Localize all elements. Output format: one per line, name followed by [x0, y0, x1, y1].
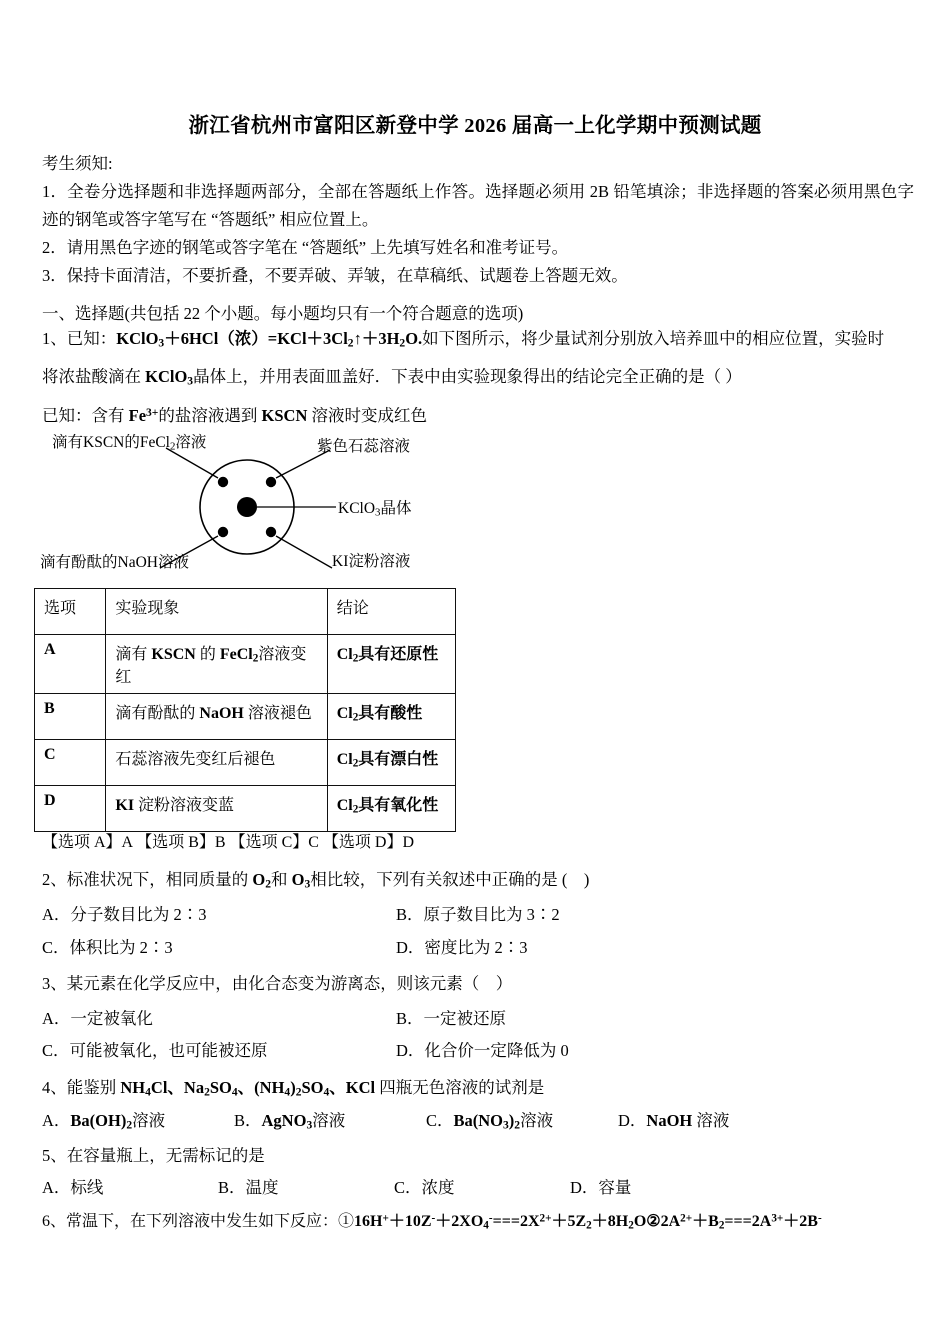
row-option: D [35, 786, 106, 832]
row-option: C [35, 740, 106, 786]
kclo3-crystal-dot [237, 497, 257, 517]
row-conclusion: $Cl_2$具有酸性 [327, 694, 455, 740]
row-conclusion: $Cl_2$具有漂白性 [327, 740, 455, 786]
droplet-bottom-right-dot [266, 527, 276, 537]
q4-option-b[interactable]: B．AgNO$_3$溶液 [234, 1111, 346, 1132]
q2-option-d[interactable]: D．密度比为 2∶3 [396, 938, 528, 957]
table-row [35, 786, 456, 832]
leader-bottom-right [276, 536, 332, 568]
table-header-row [35, 589, 456, 635]
question-2-options-row-2 [42, 934, 922, 958]
notice-item-3: 3．保持卡面清洁，不要折叠，不要弄破、弄皱，在草稿纸、试题卷上答题无效。 [42, 266, 628, 285]
row-phenomenon: 滴有酚酞的 NaOH 溶液褪色 [106, 694, 327, 740]
q4-option-d[interactable]: D．NaOH 溶液 [618, 1111, 730, 1130]
leader-top-left [166, 448, 218, 478]
header-option: 选项 [35, 589, 106, 635]
page-title: 浙江省杭州市富阳区新登中学 2026 届高一上化学期中预测试题 [188, 115, 762, 137]
diagram-label-top-right: 紫色石蕊溶液 [317, 438, 411, 455]
q3-option-b[interactable]: B．一定被还原 [396, 1009, 507, 1028]
q2-option-a[interactable]: A．分子数目比为 2∶3 [42, 905, 207, 924]
notice-item-1: 1．全卷分选择题和非选择题两部分，全部在答题纸上作答。选择题必须用 2B 铅笔填涂；非选择题的答案必须用黑色字迹的钢笔或答字笔写在 “答题纸” 相应位置上。 [42, 182, 914, 229]
q5-option-c[interactable]: C．浓度 [394, 1178, 455, 1197]
q3-option-c[interactable]: C．可能被氧化，也可能被还原 [42, 1041, 268, 1060]
droplet-top-left-dot [218, 477, 228, 487]
question-4-options-row [42, 1107, 922, 1132]
question-4-stem: 4、能鉴别 $NH_4Cl$、$Na_2SO_4$、$(NH_4)_2SO_4$、KCl 四瓶无色溶液的试剂是 [42, 1078, 545, 1099]
table-row [35, 740, 456, 786]
question-3-options-row-1 [42, 1005, 922, 1029]
experiment-conclusion-table [34, 588, 456, 832]
q5-option-d[interactable]: D．容量 [570, 1178, 632, 1197]
q5-option-a[interactable]: A．标线 [42, 1178, 104, 1197]
droplet-bottom-left-dot [218, 527, 228, 537]
q5-option-b[interactable]: B．温度 [218, 1178, 279, 1197]
question-2-stem: 2、标准状况下，相同质量的 $O_2$和 $O_3$相比较，下列有关叙述中正确的是 ( ) [42, 870, 590, 891]
petri-dish-diagram [40, 428, 510, 578]
droplet-top-right-dot [266, 477, 276, 487]
header-phenomenon: 实验现象 [106, 589, 327, 635]
notice-item-2: 2．请用黑色字迹的钢笔或答字笔在 “答题纸” 上先填写姓名和准考证号。 [42, 238, 569, 257]
q1-stem-rest: 如下图所示，将少量试剂分别放入培养皿中的相应位置，实验时 [422, 329, 885, 348]
section-heading: 一、选择题(共包括 22 个小题。每小题均只有一个符合题意的选项) [42, 304, 524, 323]
notice-heading: 考生须知: [42, 154, 113, 173]
question-1-stem-line1 [42, 326, 918, 357]
question-2-options-row-1 [42, 901, 922, 925]
table-row [35, 635, 456, 694]
diagram-label-bottom-right: KI淀粉溶液 [332, 553, 411, 570]
q3-option-d[interactable]: D．化合价一定降低为 0 [396, 1041, 569, 1060]
q3-option-a[interactable]: A．一定被氧化 [42, 1009, 153, 1028]
q2-option-c[interactable]: C．体积比为 2∶3 [42, 938, 173, 957]
question-3-stem: 3、某元素在化学反应中，由化合态变为游离态，则该元素（ ） [42, 974, 513, 993]
question-1-known: 已知：含有 $Fe^{3+}$的盐溶液遇到 KSCN 溶液时变成红色 [42, 406, 427, 425]
q4-option-c[interactable]: C．$Ba(NO_3)_2$溶液 [426, 1111, 554, 1132]
q1-equation: KClO$_3$＋6HCl（浓）$=KCl+3Cl_2↑+3H_2O$. [116, 329, 423, 350]
q2-option-b[interactable]: B．原子数目比为 3∶2 [396, 905, 560, 924]
row-conclusion: $Cl_2$具有还原性 [327, 635, 455, 694]
question-1-answer-options: 【选项 A】A 【选项 B】B 【选项 C】C 【选项 D】D [42, 834, 415, 851]
question-6-stem: 6、常温下，在下列溶液中发生如下反应：$①16H^++10Z^-+2XO_4^-===2X^{2+}+5Z_2+8H_2O②2A^{2+}+B_2===2A^{3+}+2B^-$ [42, 1212, 822, 1232]
row-option: B [35, 694, 106, 740]
header-conclusion: 结论 [327, 589, 455, 635]
row-conclusion: $Cl_2$具有氧化性 [327, 786, 455, 832]
question-3-options-row-2 [42, 1037, 922, 1061]
diagram-label-bottom-left: 滴有酚酞的NaOH溶液 [40, 554, 189, 571]
row-phenomenon: 石蕊溶液先变红后褪色 [106, 740, 327, 786]
row-phenomenon: KI 淀粉溶液变蓝 [106, 786, 327, 832]
question-1-stem-line2: 将浓盐酸滴在 KClO$_3$晶体上，并用表面皿盖好．下表中由实验现象得出的结论完全正确的是（ ） [42, 367, 742, 388]
question-5-options-row [42, 1174, 922, 1198]
diagram-label-top-left: 滴有KSCN的FeCl$_2$溶液 [52, 434, 207, 453]
row-option: A [35, 635, 106, 694]
question-5-stem: 5、在容量瓶上，无需标记的是 [42, 1146, 265, 1165]
row-phenomenon: 滴有 KSCN 的 FeCl$_2$溶液变红 [106, 635, 327, 694]
table-row [35, 694, 456, 740]
q1-prefix: 1、已知： [42, 329, 117, 348]
q4-option-a[interactable]: A．$Ba(OH)_2$溶液 [42, 1111, 166, 1132]
diagram-label-right: KClO$_3$晶体 [338, 500, 412, 519]
